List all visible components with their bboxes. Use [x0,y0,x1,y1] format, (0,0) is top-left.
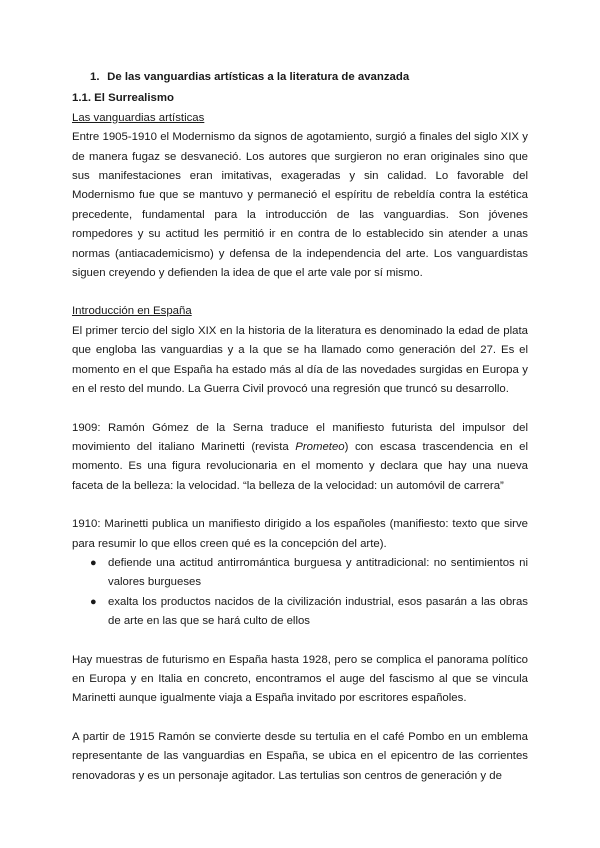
paragraph-1910: 1910: Marinetti publica un manifiesto dirigido a los españoles (manifiesto: texto que sirve para resumir lo que ellos creen qué es la concepción del arte). [72,518,528,550]
paragraph-vanguardias: Entre 1905-1910 el Modernismo da signos de agotamiento, surgió a finales del siglo XIX y de manera fugaz se desvaneció. Los autores que surgieron no eran originales sino que sus manifestaciones eran imitativas, exageradas y sin calidad. Lo favorable del Modernismo fue que se mantuvo y permaneció el espíritu de rebeldía contra la estética precedente, fundamental para la introducción de las vanguardias. Son jóvenes rompedores y su actitud les permitió ir en contra de lo establecido sin atender a unas normas (antiacademicismo) y defensa de la independencia del arte. Los vanguardistas siguen creyendo y defienden la idea de que el arte vale por sí mismo. [72,131,528,280]
bullet-list [72,554,528,632]
subsection-title-espana: Introducción en España [72,305,192,318]
heading-level-2: 1.1. El Surrealismo [72,92,174,105]
list-item-text: exalta los productos nacidos de la civilización industrial, esos pasarán a las obras de arte en las que se hará culto de ellos [108,595,528,628]
spacer [72,283,528,302]
bullet-icon: ● [90,556,97,569]
bullet-icon: ● [90,595,97,608]
paragraph-1909 [72,419,528,497]
heading-level-1 [72,68,528,87]
paragraph-espana: El primer tercio del siglo XIX en la historia de la literatura es denominado la edad de plata que engloba las vanguardias y a la que se ha llamado como generación del 27. Es el momento en el que España ha estado más al día de las novedades surgidas en Europa y en el resto del mundo. La Guerra Civil provocó una regresión que truncó su desarrollo. [72,324,528,396]
spacer [72,632,528,651]
paragraph-1909-part2: ) con escasa trascendencia en el momento. Es una figura revolucionaria en el momento y declara que hay una nueva faceta de la belleza: la velocidad. “la belleza de la velocidad: un automóvil de carrera” [72,440,528,492]
subsection-title-vanguardias: Las vanguardias artísticas [72,111,205,124]
spacer [72,496,528,515]
list-item [90,554,528,593]
document-body [72,68,528,786]
paragraph-1915: A partir de 1915 Ramón se convierte desde su tertulia en el café Pombo en un emblema representante de las vanguardias en España, se ubica en el epicentro de las corrientes renovadoras y es un personaje agitador. Las tertulias son centros de generación y de [72,730,528,782]
paragraph-futurismo: Hay muestras de futurismo en España hasta 1928, pero se complica el panorama político en Europa y en Italia en concreto, encontramos el auge del fascismo al que se vincula Marinetti aunque igualmente viaja a España invitado por escritores españoles. [72,653,528,705]
spacer [72,400,528,419]
paragraph-1909-part1: 1909: Ramón Gómez de la Serna traduce el manifiesto futurista del impulsor del movimiento del italiano Marinetti (revista [72,421,528,453]
journal-title-prometeo: Prometeo [295,440,345,453]
list-item [90,593,528,632]
heading-text: De las vanguardias artísticas a la literatura de avanzada [107,71,410,83]
heading-number: 1. [90,71,100,83]
list-item-text: defiende una actitud antirromántica burguesa y antitradicional: no sentimientos ni valores burgueses [108,556,528,589]
spacer [72,709,528,728]
